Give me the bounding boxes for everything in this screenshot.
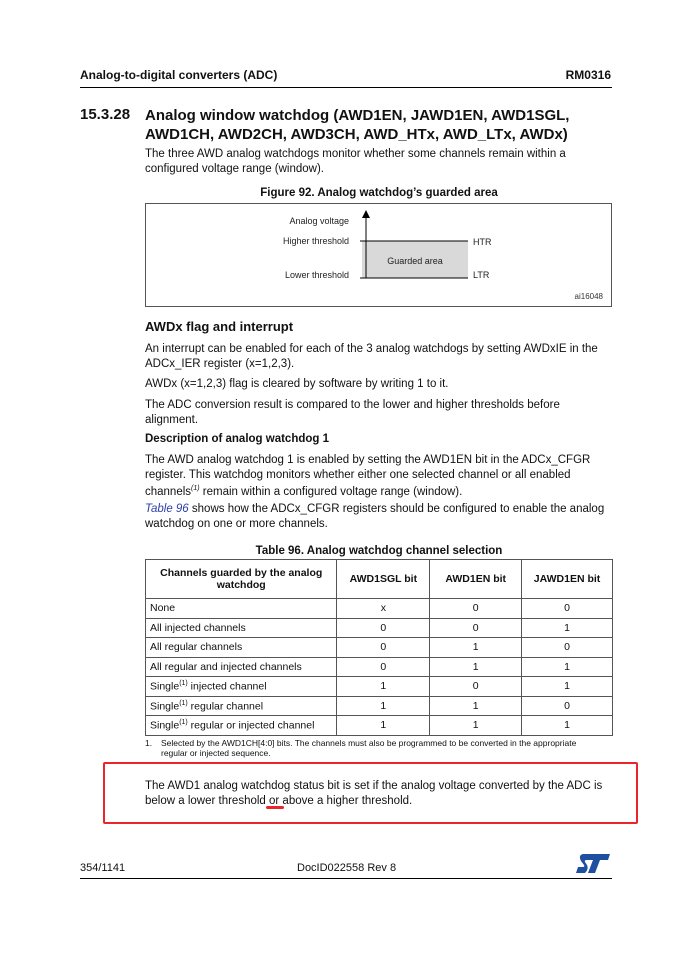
- ltr-label: LTR: [473, 270, 490, 280]
- table-row: [146, 599, 613, 619]
- jawd1en-cell: 0: [522, 696, 613, 716]
- awd1-paragraph-2: Table 96 shows how the ADCx_CFGR registers should be configured to enable the analog watchdog on one or more channels.: [145, 503, 605, 530]
- channel-cell: None: [146, 599, 337, 619]
- footer-rule: [80, 878, 612, 879]
- jawd1en-cell: 1: [522, 677, 613, 697]
- section-title: Analog window watchdog (AWD1EN, JAWD1EN, AWD1SGL, AWD1CH, AWD2CH, AWD3CH, AWD_HTx, AWD_LTx, AWDx): [145, 107, 570, 143]
- y-axis-label: Analog voltage: [289, 216, 349, 226]
- table-caption: Table 96. Analog watchdog channel selection: [255, 545, 503, 557]
- table-row: [146, 716, 613, 736]
- running-header-docref: RM0316: [565, 68, 611, 82]
- highlighted-paragraph: The AWD1 analog watchdog status bit is set if the analog voltage converted by the ADC is below a lower threshold or above a higher threshold.: [145, 780, 603, 807]
- table-96-link[interactable]: Table 96: [145, 503, 189, 515]
- awd1en-cell: 0: [430, 618, 522, 638]
- htr-label: HTR: [473, 237, 492, 247]
- footnote-number: 1.: [145, 738, 153, 748]
- awd1en-cell: 1: [430, 696, 522, 716]
- flag-paragraph-3: The ADC conversion result is compared to the lower and higher thresholds before alignment.: [145, 399, 560, 426]
- col-header-awd1en: AWD1EN bit: [430, 560, 522, 599]
- awd1sgl-cell: 1: [337, 696, 430, 716]
- page-number: 354/1141: [80, 862, 126, 874]
- axis-arrow-icon: [362, 210, 370, 218]
- col-header-awd1sgl: AWD1SGL bit: [337, 560, 430, 599]
- channel-selection-table: [145, 559, 613, 736]
- table-row: [146, 638, 613, 658]
- channel-cell: Single$^{(1)}$ regular channel: [146, 696, 337, 716]
- figure-id: ai16048: [574, 292, 603, 301]
- col-header-channels: Channels guarded by the analog watchdog: [146, 560, 337, 599]
- channel-cell: All regular and injected channels: [146, 657, 337, 677]
- highlight-underline-mark: [266, 806, 284, 809]
- jawd1en-cell: 0: [522, 599, 613, 619]
- guarded-area-label: Guarded area: [387, 256, 443, 266]
- lower-threshold-label: Lower threshold: [284, 270, 349, 280]
- st-logo-icon: [575, 852, 611, 874]
- doc-id: DocID022558 Rev 8: [297, 862, 397, 874]
- awd1en-cell: 1: [430, 716, 522, 736]
- awd1en-cell: 0: [430, 677, 522, 697]
- flag-heading: AWDx flag and interrupt: [145, 319, 294, 334]
- table-row: [146, 657, 613, 677]
- table-row: [146, 618, 613, 638]
- jawd1en-cell: 1: [522, 618, 613, 638]
- awd1sgl-cell: 0: [337, 657, 430, 677]
- channel-cell: Single$^{(1)}$ regular or injected channel: [146, 716, 337, 736]
- section-number: 15.3.28: [80, 106, 131, 123]
- header-rule: [80, 87, 612, 88]
- jawd1en-cell: 0: [522, 638, 613, 658]
- section-intro: The three AWD analog watchdogs monitor whether some channels remain within a configured voltage range (window).: [145, 148, 566, 175]
- awd1en-cell: 0: [430, 599, 522, 619]
- flag-paragraph-2: AWDx (x=1,2,3) flag is cleared by software by writing 1 to it.: [145, 378, 449, 390]
- awd1sgl-cell: 1: [337, 716, 430, 736]
- awd1en-cell: 1: [430, 638, 522, 658]
- table-header-row: [146, 560, 613, 599]
- table-row: [146, 677, 613, 697]
- channel-cell: All regular channels: [146, 638, 337, 658]
- awd1-heading: Description of analog watchdog 1: [145, 433, 330, 445]
- awd1sgl-cell: 1: [337, 677, 430, 697]
- figure-caption: Figure 92. Analog watchdog’s guarded area: [260, 187, 498, 199]
- awd1en-cell: 1: [430, 657, 522, 677]
- figure-frame: [145, 203, 612, 307]
- footnote-text: Selected by the AWD1CH[4:0] bits. The channels must also be programmed to be converted in the appropriate regular or injected sequence.: [161, 738, 577, 758]
- awd1-paragraph-1: The AWD analog watchdog 1 is enabled by setting the AWD1EN bit in the ADCx_CFGR register. This watchdog monitors whether either one selected channel or all enabled channels$^{(1)}$ remain within a configured voltage range (window).: [145, 454, 591, 498]
- channel-cell: Single$^{(1)}$ injected channel: [146, 677, 337, 697]
- jawd1en-cell: 1: [522, 716, 613, 736]
- running-header-title: Analog-to-digital converters (ADC): [80, 68, 278, 82]
- channel-cell: All injected channels: [146, 618, 337, 638]
- awd1sgl-cell: x: [337, 599, 430, 619]
- higher-threshold-label: Higher threshold: [282, 236, 349, 246]
- jawd1en-cell: 1: [522, 657, 613, 677]
- awd1sgl-cell: 0: [337, 618, 430, 638]
- awd1sgl-cell: 0: [337, 638, 430, 658]
- col-header-jawd1en: JAWD1EN bit: [522, 560, 613, 599]
- watchdog-diagram: [146, 204, 611, 306]
- flag-paragraph-1: An interrupt can be enabled for each of the 3 analog watchdogs by setting AWDxIE in the ADCx_IER register (x=1,2,3).: [145, 343, 598, 370]
- table-row: [146, 696, 613, 716]
